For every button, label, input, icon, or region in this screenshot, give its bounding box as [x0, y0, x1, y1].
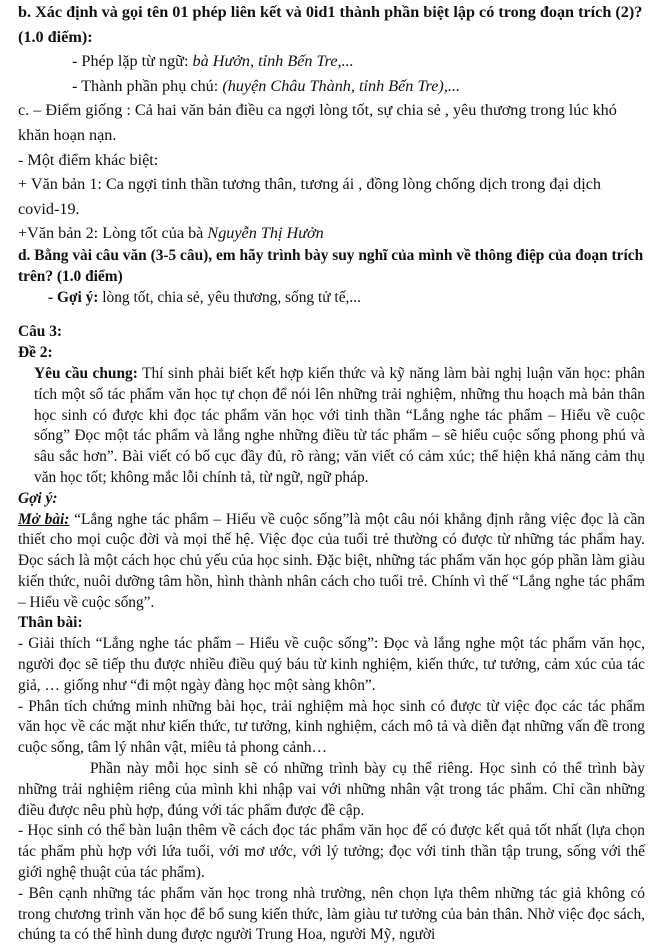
answer-c-difference-heading: - Một điểm khác biệt: [18, 150, 159, 169]
body-paragraph-4: - Học sinh có thể bàn luận thêm về cách đọc tác phẩm văn học để có được kết quả tốt nhất (lựa chọn tác phẩm phù hợp với lứa tuổi, với mơ ước, với lý tưởng; đọc với tinh thần tập trung, sống với thế giới nghệ thuật của tác phẩm). [18, 822, 645, 882]
question-d: d. Bằng vài câu văn (3-5 câu), em hãy trình bày suy nghĩ của mình về thông điệp của đoạn trích trên? (1.0 điểm) [18, 246, 644, 285]
body-paragraph-5: - Bên cạnh những tác phẩm văn học trong nhà trường, nên chọn lựa thêm những tác giả không có trong chương trình văn học để bổ sung kiến thức, làm giàu tư tưởng của bản thân. Nhờ việc đọc sách, chúng ta có thể hình dung được người Trung Hoa, người Mỹ, người [18, 884, 645, 944]
answer-c-similarity: c. – Điểm giống : Cả hai văn bản điều ca ngợi lòng tốt, sự chia sẻ , yêu thương trong lúc khó khăn hoạn nạn. [18, 101, 617, 144]
topic-heading: Đề 2: [18, 344, 53, 362]
answer-b-item-2: - Thành phần phụ chú: (huyện Châu Thành, tỉnh Bến Tre),... [72, 76, 461, 95]
body-paragraph-3: Phần này mỗi học sinh sẽ có những trình bày cụ thể riêng. Học sinh có thể trình bày những trải nghiệm riêng của mình khi nhập vai với những nhân vật trong tác phẩm. Chỉ cần những điều được nêu phù hợp, đúng với tác phẩm được đề cập. [18, 760, 645, 819]
spacer [18, 308, 645, 322]
question-3-heading: Câu 3: [18, 323, 63, 341]
answer-part-2 [18, 246, 645, 946]
answer-part-1 [18, 0, 645, 246]
answer-d-hint: - Gợi ý: lòng tốt, chia sẻ, yêu thương, sống tử tế,... [48, 288, 361, 306]
body-heading: Thân bài: [18, 614, 83, 632]
document-body [18, 0, 645, 946]
answer-c-text-1: + Văn bản 1: Ca ngợi tinh thần tương thân, tương ái , đồng lòng chống dịch trong đại dịch covid-19. [18, 175, 602, 218]
question-b: b. Xác định và gọi tên 01 phép liên kết và 0id1 thành phần biệt lập có trong đoạn trích (2)? (1.0 điểm): [18, 3, 643, 46]
intro-paragraph: Mở bài: “Lắng nghe tác phẩm – Hiểu về cuộc sống”là một câu nói khẳng định rằng việc đọc là cần thiết cho mọi cuộc đời và mọi thế hệ. Việc đọc của tuổi trẻ thường có được từ những tác phẩm hay. Đọc sách là một cách học chủ yếu của học sinh. Đặc biệt, những tác phẩm văn học góp phần làm giàu kiến thức, nuôi dưỡng tâm hồn, hình thành nhân cách cho tuổi trẻ. Chính vì thế “Lắng nghe tác phẩm – Hiểu về cuộc sống”. [18, 510, 645, 611]
hint-heading: Gợi ý: [18, 489, 58, 507]
general-requirements: Yêu cầu chung: Thí sinh phải biết kết hợp kiến thức và kỹ năng làm bài nghị luận văn học: phân tích một số tác phẩm văn học tự chọn để nói lên những trải nghiệm, những thu hoạch mà bản thân học sinh có được khi đọc tác phẩm văn học với tinh thần “Lắng nghe tác phẩm – Hiểu về cuộc sống” Đọc một tác phẩm và lắng nghe những điều từ tác phẩm – sẽ hiểu cuộc sống phong phú và sâu sắc hơn”. Bài viết có bố cục đầy đủ, rõ ràng; văn viết có cảm xúc; thể hiện khả năng cảm thụ văn học tốt; không mắc lỗi chính tả, từ ngữ, ngữ pháp. [34, 364, 645, 486]
answer-b-item-1: - Phép lặp từ ngữ: bà Hưởn, tỉnh Bến Tre,... [72, 52, 354, 71]
body-paragraph-1: - Giải thích “Lắng nghe tác phẩm – Hiểu về cuộc sống”: Đọc và lắng nghe một tác phẩm văn học, người đọc sẽ tiếp thu được nhiều điều quý báu từ kinh nghiệm, kiến thức, tư tưởng, cảm xúc của tác giả, … giống như “đi một ngày đàng học một sàng khôn”. [18, 635, 645, 694]
answer-c-text-2: +Văn bản 2: Lòng tốt của bà Nguyễn Thị Hưởn [18, 224, 324, 243]
body-paragraph-2: - Phân tích chứng minh những bài học, trải nghiệm mà học sinh có được từ việc đọc các tác phẩm văn học về các mặt như kiến thức, tư tưởng, kinh nghiệm, cách mô tả và diễn đạt những vấn đề trong cuộc sống, tâm lý nhân vật, miêu tả phong cảnh… [18, 697, 645, 757]
